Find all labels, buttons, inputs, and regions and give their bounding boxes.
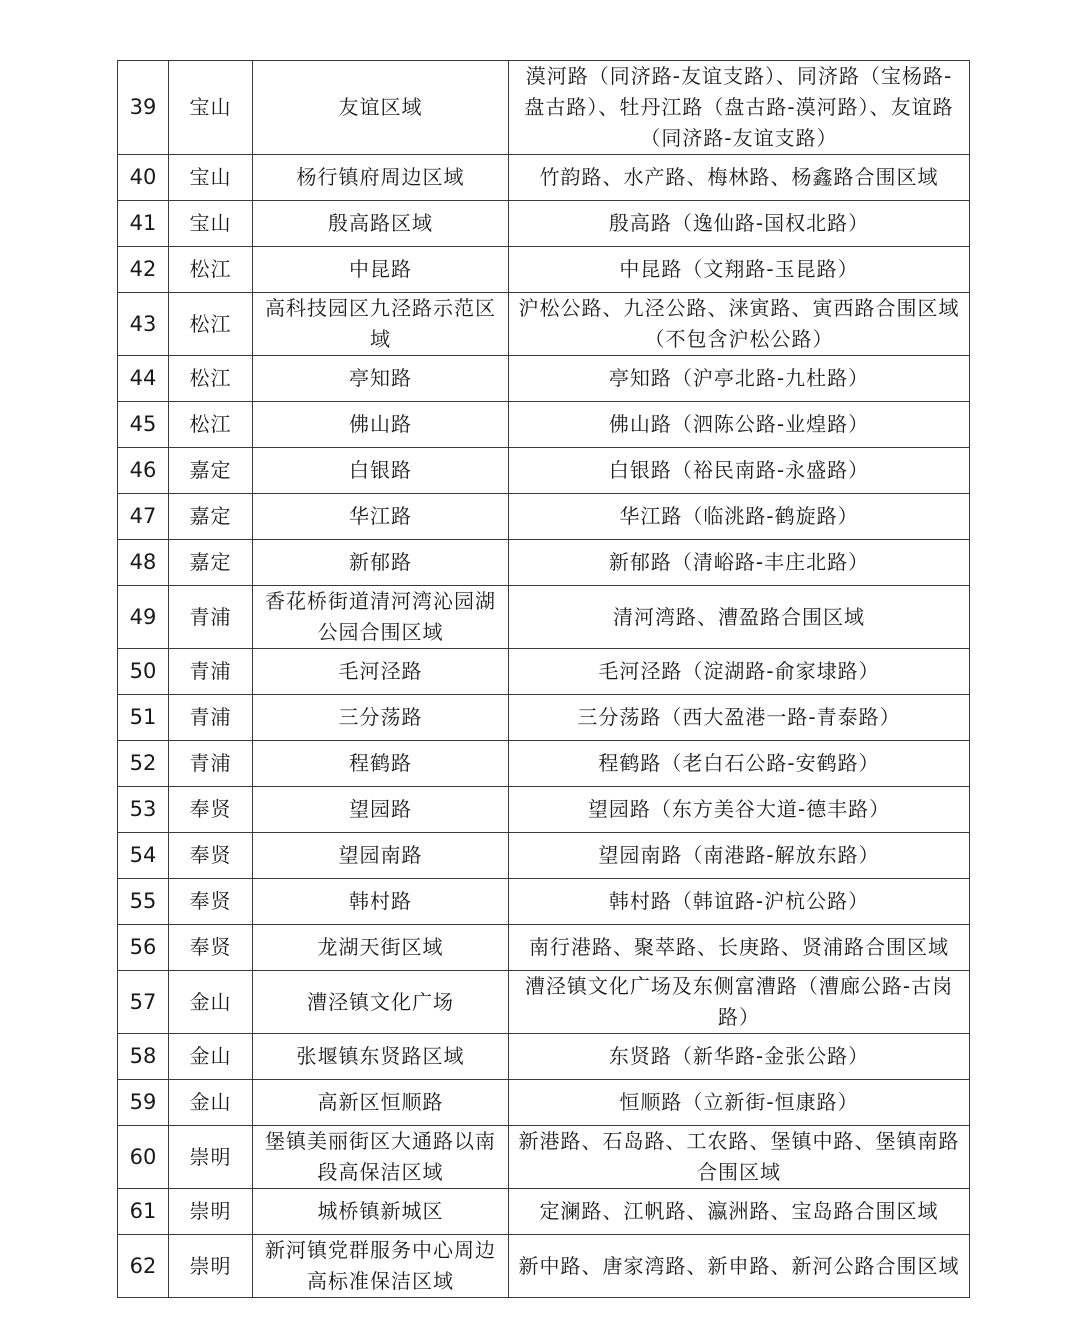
row-number: 42 [118,247,169,293]
row-area-name: 高新区恒顺路 [253,1080,509,1126]
row-area-name: 白银路 [253,448,509,494]
table-row [118,61,970,155]
row-district: 金山 [169,1034,253,1080]
row-scope: 漠河路（同济路-友谊支路）、同济路（宝杨路-盘古路）、牡丹江路（盘古路-漠河路）、友谊路（同济路-友谊支路） [509,61,970,155]
row-scope: 清河湾路、漕盈路合围区域 [509,586,970,649]
row-number: 52 [118,741,169,787]
row-district: 青浦 [169,695,253,741]
table-row [118,586,970,649]
row-number: 46 [118,448,169,494]
row-area-name: 亭知路 [253,356,509,402]
table-row [118,201,970,247]
row-number: 54 [118,833,169,879]
row-district: 奉贤 [169,787,253,833]
row-area-name: 韩村路 [253,879,509,925]
row-number: 57 [118,971,169,1034]
row-district: 金山 [169,971,253,1034]
row-area-name: 杨行镇府周边区域 [253,155,509,201]
row-scope: 佛山路（泗陈公路-业煌路） [509,402,970,448]
row-area-name: 新河镇党群服务中心周边高标准保洁区域 [253,1235,509,1298]
row-number: 53 [118,787,169,833]
row-area-name: 城桥镇新城区 [253,1189,509,1235]
row-scope: 望园路（东方美谷大道-德丰路） [509,787,970,833]
row-district: 青浦 [169,586,253,649]
row-area-name: 望园路 [253,787,509,833]
row-scope: 东贤路（新华路-金张公路） [509,1034,970,1080]
row-number: 40 [118,155,169,201]
row-scope: 漕泾镇文化广场及东侧富漕路（漕廊公路-古岗路） [509,971,970,1034]
table-row [118,741,970,787]
row-scope: 新港路、石岛路、工农路、堡镇中路、堡镇南路合围区域 [509,1126,970,1189]
table-row [118,155,970,201]
table-row [118,1235,970,1298]
row-area-name: 华江路 [253,494,509,540]
row-area-name: 中昆路 [253,247,509,293]
table-row [118,1189,970,1235]
row-area-name: 毛河泾路 [253,649,509,695]
row-number: 55 [118,879,169,925]
row-district: 青浦 [169,741,253,787]
row-number: 49 [118,586,169,649]
row-number: 39 [118,61,169,155]
row-scope: 白银路（裕民南路-永盛路） [509,448,970,494]
row-number: 43 [118,293,169,356]
row-area-name: 佛山路 [253,402,509,448]
row-area-name: 新郁路 [253,540,509,586]
table-row [118,971,970,1034]
row-district: 崇明 [169,1235,253,1298]
row-area-name: 香花桥街道清河湾沁园湖公园合围区域 [253,586,509,649]
table-row [118,695,970,741]
row-district: 松江 [169,356,253,402]
row-district: 松江 [169,402,253,448]
row-number: 48 [118,540,169,586]
row-scope: 亭知路（沪亭北路-九杜路） [509,356,970,402]
row-scope: 沪松公路、九泾公路、涞寅路、寅西路合围区域（不包含沪松公路） [509,293,970,356]
row-district: 嘉定 [169,494,253,540]
row-scope: 南行港路、聚萃路、长庚路、贤浦路合围区域 [509,925,970,971]
row-number: 59 [118,1080,169,1126]
row-district: 宝山 [169,201,253,247]
row-scope: 中昆路（文翔路-玉昆路） [509,247,970,293]
table-row [118,833,970,879]
row-district: 宝山 [169,61,253,155]
row-scope: 定澜路、江帆路、瀛洲路、宝岛路合围区域 [509,1189,970,1235]
row-district: 崇明 [169,1189,253,1235]
row-area-name: 漕泾镇文化广场 [253,971,509,1034]
table-row [118,540,970,586]
row-scope: 三分荡路（西大盈港一路-青泰路） [509,695,970,741]
row-scope: 程鹤路（老白石公路-安鹤路） [509,741,970,787]
row-district: 金山 [169,1080,253,1126]
row-scope: 竹韵路、水产路、梅林路、杨鑫路合围区域 [509,155,970,201]
roads-table [117,60,970,1298]
row-scope: 毛河泾路（淀湖路-俞家埭路） [509,649,970,695]
table-row [118,879,970,925]
row-number: 41 [118,201,169,247]
table-row [118,494,970,540]
table-row [118,293,970,356]
row-scope: 华江路（临洮路-鹤旋路） [509,494,970,540]
table-row [118,448,970,494]
row-number: 45 [118,402,169,448]
row-scope: 新中路、唐家湾路、新申路、新河公路合围区域 [509,1235,970,1298]
row-scope: 望园南路（南港路-解放东路） [509,833,970,879]
row-district: 松江 [169,293,253,356]
table-row [118,356,970,402]
table-row [118,1126,970,1189]
row-district: 嘉定 [169,540,253,586]
row-number: 60 [118,1126,169,1189]
row-area-name: 程鹤路 [253,741,509,787]
row-number: 51 [118,695,169,741]
table-row [118,649,970,695]
table-row [118,247,970,293]
row-district: 松江 [169,247,253,293]
row-district: 青浦 [169,649,253,695]
row-number: 56 [118,925,169,971]
row-area-name: 友谊区域 [253,61,509,155]
row-area-name: 望园南路 [253,833,509,879]
row-district: 嘉定 [169,448,253,494]
row-district: 崇明 [169,1126,253,1189]
row-district: 宝山 [169,155,253,201]
table-row [118,1080,970,1126]
row-area-name: 三分荡路 [253,695,509,741]
table-row [118,925,970,971]
row-district: 奉贤 [169,925,253,971]
row-area-name: 殷高路区域 [253,201,509,247]
row-scope: 恒顺路（立新街-恒康路） [509,1080,970,1126]
row-number: 58 [118,1034,169,1080]
row-district: 奉贤 [169,833,253,879]
row-scope: 殷高路（逸仙路-国权北路） [509,201,970,247]
row-number: 61 [118,1189,169,1235]
row-district: 奉贤 [169,879,253,925]
row-area-name: 高科技园区九泾路示范区域 [253,293,509,356]
row-area-name: 堡镇美丽街区大通路以南段高保洁区域 [253,1126,509,1189]
row-number: 47 [118,494,169,540]
row-number: 62 [118,1235,169,1298]
row-scope: 韩村路（韩谊路-沪杭公路） [509,879,970,925]
table-row [118,402,970,448]
table-row [118,787,970,833]
row-number: 44 [118,356,169,402]
table-body [118,61,970,1298]
row-area-name: 张堰镇东贤路区域 [253,1034,509,1080]
row-area-name: 龙湖天街区域 [253,925,509,971]
table-row [118,1034,970,1080]
row-scope: 新郁路（清峪路-丰庄北路） [509,540,970,586]
row-number: 50 [118,649,169,695]
